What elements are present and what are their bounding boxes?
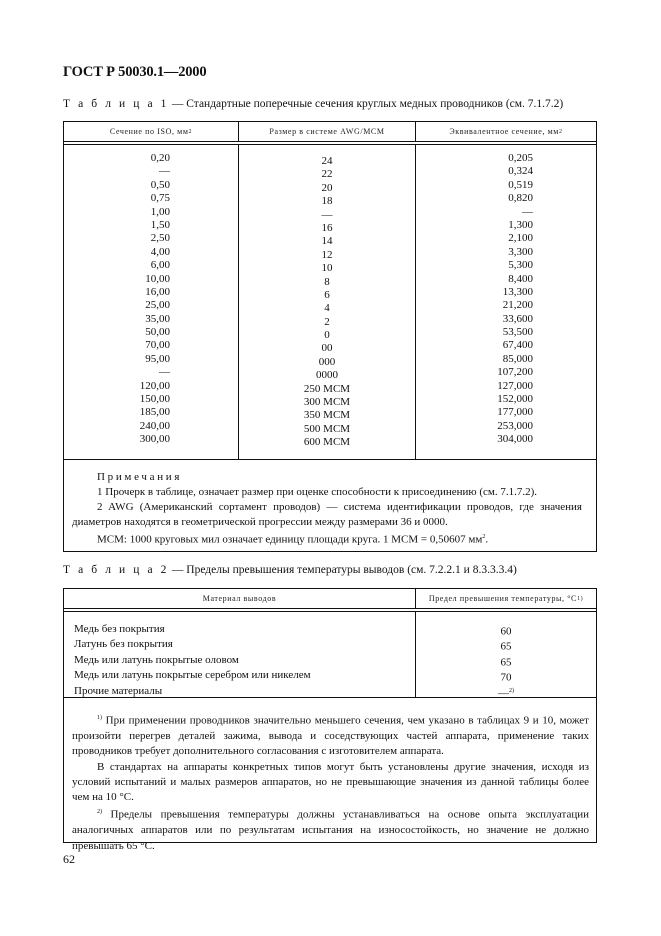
table2-header-material — [64, 589, 416, 608]
table-cell: 300,00 — [139, 433, 170, 446]
table-cell: 350 MCM — [303, 409, 351, 422]
header-label: Размер в системе AWG/MCM — [269, 127, 385, 136]
table-cell: 0,519 — [508, 178, 533, 191]
table-cell: 253,000 — [497, 419, 533, 432]
table-cell: 0 — [324, 329, 330, 342]
table2-caption-text: — Пределы превышения температуры выводов (см. 7.2.2.1 и 8.3.3.3.4) — [169, 564, 517, 576]
table1-caption-text: — Стандартные поперечные сечения круглых медных проводников (см. 7.1.7.2) — [169, 98, 564, 110]
table1-column-iso — [64, 145, 239, 459]
table1-body — [64, 145, 596, 459]
table-cell: 53,500 — [502, 326, 533, 339]
table-cell: 2 — [324, 315, 330, 328]
limit-value: 65 — [500, 656, 512, 669]
limit-cell — [416, 684, 596, 699]
table-cell: 00 — [321, 342, 333, 355]
footnote-2 — [72, 805, 589, 854]
table-cell: 0,324 — [508, 165, 533, 178]
table-cell: 8 — [324, 275, 330, 288]
table-cell: 21,200 — [502, 299, 533, 312]
table1-header-iso — [64, 122, 239, 141]
table-cell: 25,00 — [145, 299, 170, 312]
limit-value: 70 — [500, 671, 512, 684]
limit-value: 60 — [500, 625, 512, 638]
page-number: 62 — [63, 852, 75, 866]
table1-caption-prefix: Т а б л и ц а 1 — [63, 98, 170, 110]
table-cell: 4 — [324, 302, 330, 315]
table-cell: — — [321, 208, 333, 221]
table-cell: 304,000 — [497, 433, 533, 446]
table-cell: 8,400 — [508, 272, 533, 285]
table-cell: 16 — [321, 221, 333, 234]
footnote-2-mark: 2) — [97, 809, 102, 816]
limit-value: — — [498, 687, 509, 700]
table-cell: 5,300 — [508, 259, 533, 272]
table-cell: — — [159, 165, 170, 178]
limit-footnote-mark: 2) — [509, 687, 514, 694]
limit-cell — [416, 622, 596, 637]
table-cell: 3,300 — [508, 245, 533, 258]
header-label: Материал выводов — [202, 594, 277, 603]
table1-header-row — [64, 122, 596, 142]
document-title: ГОСТ Р 50030.1—2000 — [63, 64, 207, 80]
table1-column-awg — [239, 145, 416, 459]
material-cell: Латунь без покрытия — [74, 638, 173, 651]
table-cell: 152,000 — [497, 393, 533, 406]
table1-caption — [63, 98, 563, 110]
table-cell: 240,00 — [139, 419, 170, 432]
table-cell: 0,75 — [150, 192, 170, 205]
table-cell: 22 — [321, 168, 333, 181]
footnote-1-mark: 1) — [97, 715, 102, 721]
table-cell: 35,00 — [145, 312, 170, 325]
table2-column-limit — [416, 612, 596, 700]
notes-title: Примечания — [97, 471, 183, 483]
note-1: 1 Прочерк в таблице, означает размер при оценке способности к присоединению (см. 7.1.7.2). — [97, 486, 538, 498]
table-cell: 177,000 — [497, 406, 533, 419]
table-cell: 1,50 — [150, 218, 170, 231]
limit-cell — [416, 637, 596, 652]
table-cell: 50,00 — [145, 326, 170, 339]
table1-header-awg — [239, 122, 416, 141]
table1-notes — [64, 459, 596, 551]
header-sup: 1) — [576, 595, 584, 602]
note-3-end: . — [485, 533, 489, 546]
table-cell: 10,00 — [145, 272, 170, 285]
table-cell: 2,50 — [150, 232, 170, 245]
header-label: Эквивалентное сечение, мм — [449, 127, 559, 136]
table-cell: 500 MCM — [303, 422, 351, 435]
note-3 — [72, 530, 582, 548]
table-cell: 12 — [321, 248, 333, 261]
footnote-1 — [72, 711, 589, 760]
table-cell: 150,00 — [139, 393, 170, 406]
material-cell: Медь или латунь покрытые серебром или никелем — [74, 669, 311, 682]
table2-footnotes — [64, 697, 596, 852]
table-cell: 24 — [321, 155, 333, 167]
table-cell: 127,000 — [497, 379, 533, 392]
table-cell: 13,300 — [502, 285, 533, 298]
material-cell: Медь или латунь покрытые оловом — [74, 653, 239, 666]
limit-value: 65 — [500, 641, 512, 654]
note-3-text: MCM: 1000 круговых мил означает единицу площади круга. 1 MCM = 0,50607 мм — [97, 533, 483, 546]
table2-body — [64, 612, 596, 700]
table-cell: 6 — [324, 288, 330, 301]
table1-header-equiv — [416, 122, 596, 141]
table-cell: — — [522, 205, 533, 218]
table-cell: 120,00 — [139, 379, 170, 392]
header-label: Предел превышения температуры, °С — [428, 594, 577, 603]
table-cell: 33,600 — [502, 312, 533, 325]
table-cell: 95,00 — [145, 352, 170, 365]
table2-header-limit — [416, 589, 596, 608]
footnote-1-text: При применении проводников значительно меньшего сечения, чем указано в таблицах 9 и 10, может произойти перегрев деталей зажима, вывода и соседствующих частей аппарата, применение таких проводников требует дополнительного согласования с изготовителем аппарата. — [72, 714, 589, 758]
table2-column-material — [64, 612, 416, 697]
limit-cell — [416, 668, 596, 683]
table2-caption-prefix: Т а б л и ц а 2 — [63, 564, 170, 576]
table-cell: — — [159, 366, 170, 379]
table2-caption — [63, 564, 517, 576]
table-cell: 85,000 — [502, 352, 533, 365]
table-cell: 185,00 — [139, 406, 170, 419]
limit-cell — [416, 653, 596, 668]
table2 — [63, 588, 597, 852]
table-cell: 600 MCM — [303, 436, 351, 449]
table2-header-row — [64, 589, 596, 609]
table-cell: 6,00 — [150, 259, 170, 272]
note-3-sup: 2 — [482, 534, 486, 540]
table-cell: 1,300 — [508, 218, 533, 231]
table-cell: 14 — [321, 235, 333, 248]
table-cell: 1,00 — [150, 205, 170, 218]
table-cell: 2,100 — [508, 232, 533, 245]
material-cell: Медь без покрытия — [74, 623, 165, 635]
table1 — [63, 121, 597, 552]
table-cell: 0000 — [316, 369, 338, 382]
table-cell: 250 MCM — [303, 382, 351, 395]
header-label: Сечение по ISO, мм — [109, 127, 189, 136]
header-sup: 2 — [558, 128, 563, 135]
table-cell: 18 — [321, 195, 333, 208]
table-cell: 70,00 — [145, 339, 170, 352]
table-cell: 20 — [321, 181, 333, 194]
note-2: 2 AWG (Американский сортамент проводов) — система идентификации проводов, где значения диаметров находятся в геометрической прогрессии между размерами 36 и 0000. — [72, 501, 582, 528]
table-cell: 300 MCM — [303, 396, 351, 409]
table-cell: 4,00 — [150, 245, 170, 258]
footnote-2-text: Пределы превышения температуры должны устанавливаться на основе опыта эксплуатации аналогичных аппаратов или по результатам испытания на износостойкость, но значение не должно превышать 65 °С. — [72, 809, 589, 852]
table-cell: 0,820 — [508, 192, 533, 205]
table-cell: 107,200 — [497, 366, 533, 379]
table-cell: 0,205 — [508, 152, 533, 164]
table-cell: 000 — [318, 355, 336, 368]
table-cell: 67,400 — [502, 339, 533, 352]
table-cell: 0,20 — [150, 152, 170, 164]
table-cell: 16,00 — [145, 285, 170, 298]
footnote-1b: В стандартах на аппараты конкретных типов могут быть установлены другие значения, исходя из условий испытаний и малых размеров аппаратов, но не превышающие значения из данной таблицы более чем на 10 °С. — [72, 760, 589, 804]
material-cell: Прочие материалы — [74, 684, 163, 697]
header-sup: 2 — [188, 128, 193, 135]
table1-column-equiv — [416, 145, 596, 459]
table-cell: 10 — [321, 262, 333, 275]
table-cell: 0,50 — [150, 178, 170, 191]
